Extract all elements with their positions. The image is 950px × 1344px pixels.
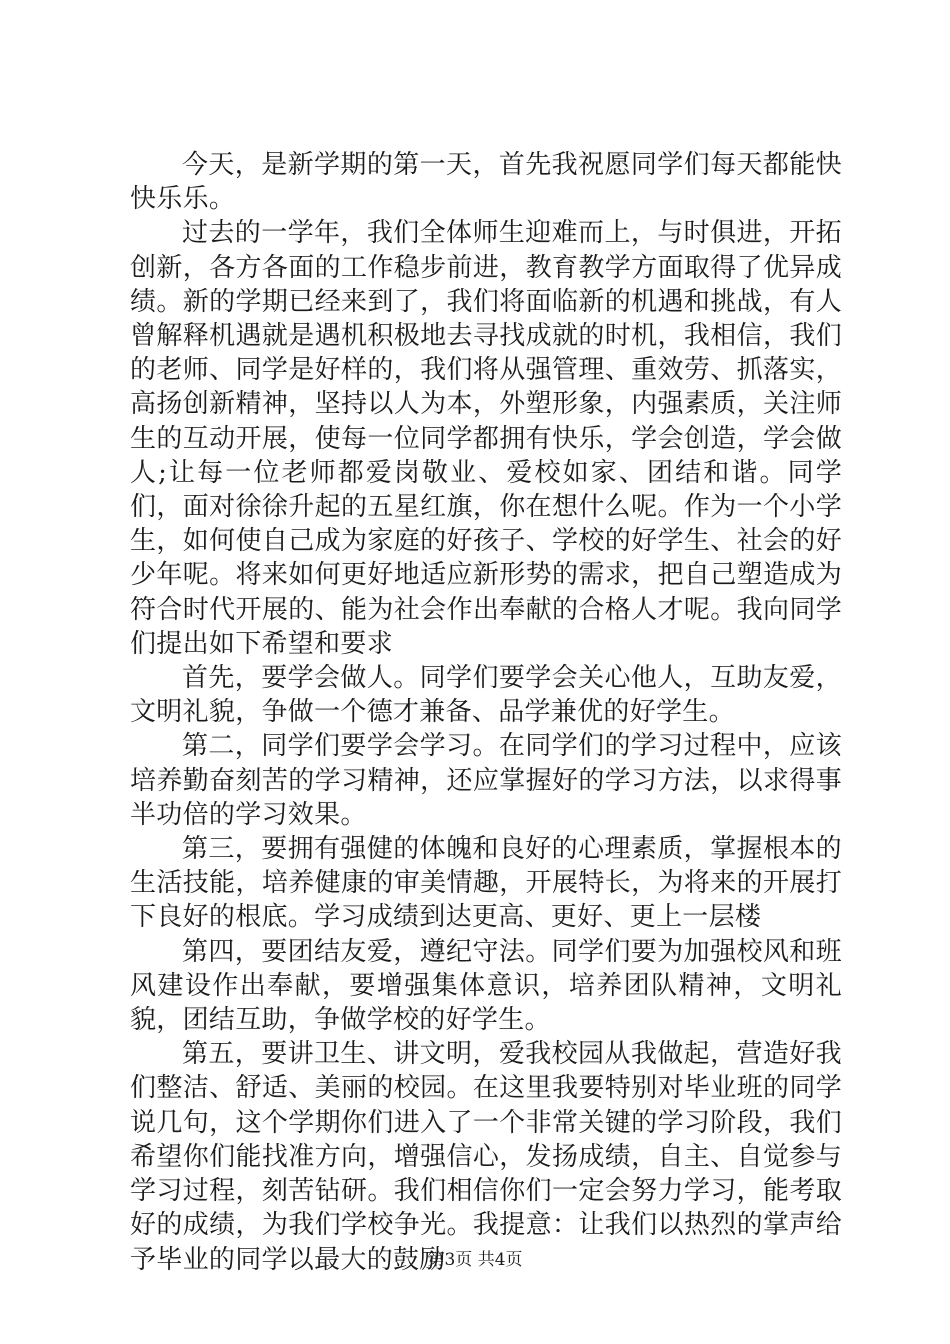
page-number-footer: 第3页 共4页 [427,1250,523,1270]
document-body [130,148,842,1277]
paragraph-third-requirement: 第三，要拥有强健的体魄和良好的心理素质，掌握根本的生活技能，培养健康的审美情趣，开展特长，为将来的开展打下良好的根底。学习成绩到达更高、更好、更上一层楼 [130,834,842,933]
paragraph-greeting: 今天，是新学期的第一天，首先我祝愿同学们每天都能快快乐乐。 [130,150,842,215]
paragraph-second-requirement: 第二，同学们要学会学习。在同学们的学习过程中，应该培养勤奋刻苦的学习精神，还应掌握好的学习方法，以求得事半功倍的学习效果。 [130,731,842,830]
paragraph-first-requirement: 首先，要学会做人。同学们要学会关心他人，互助友爱，文明礼貌，争做一个德才兼备、品学兼优的好学生。 [130,663,842,728]
paragraph-past-year: 过去的一学年，我们全体师生迎难而上，与时俱进，开拓创新，各方各面的工作稳步前进，教育教学方面取得了优异成绩。新的学期已经来到了，我们将面临新的机遇和挑战，有人曾解释机遇就是遇机积极地去寻找成就的时机，我相信，我们的老师、同学是好样的，我们将从强管理、重效劳、抓落实，高扬创新精神，坚持以人为本，外塑形象，内强素质，关注师生的互动开展，使每一位同学都拥有快乐，学会创造，学会做人;让每一位老师都爱岗敬业、爱校如家、团结和谐。同学们，面对徐徐升起的五星红旗，你在想什么呢。作为一个小学生，如何使自己成为家庭的好孩子、学校的好学生、社会的好少年呢。将来如何更好地适应新形势的需求，把自己塑造成为符合时代开展的、能为社会作出奉献的合格人才呢。我向同学们提出如下希望和要求 [130,218,842,659]
paragraph-fifth-requirement: 第五，要讲卫生、讲文明，爱我校园从我做起，营造好我们整洁、舒适、美丽的校园。在这里我要特别对毕业班的同学说几句，这个学期你们进入了一个非常关键的学习阶段，我们希望你们能找准方向，增强信心，发扬成绩，自主、自觉参与学习过程，刻苦钻研。我们相信你们一定会努力学习，能考取好的成绩，为我们学校争光。我提意：让我们以热烈的掌声给予毕业的同学以最大的鼓励 [130,1039,842,1275]
paragraph-fourth-requirement: 第四，要团结友爱，遵纪守法。同学们要为加强校风和班风建设作出奉献，要增强集体意识，培养团队精神，文明礼貌，团结互助，争做学校的好学生。 [130,936,842,1036]
